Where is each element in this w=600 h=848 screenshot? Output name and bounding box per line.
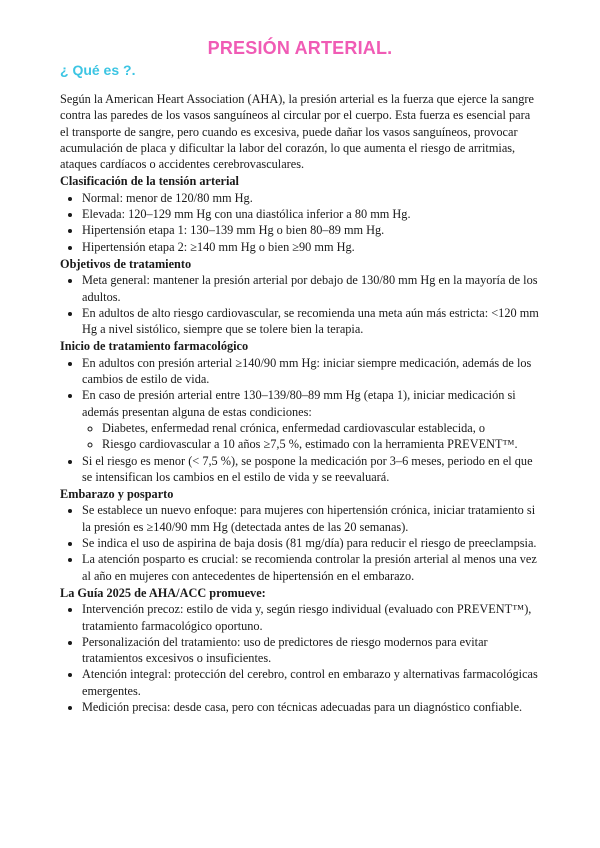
list-item: • En adultos de alto riesgo cardiovascular, se recomienda una meta aún más estricta: <120 mm Hg a nivel sistólico, siempre que se tolere bien la terapia. <box>82 305 542 338</box>
page-title: PRESIÓN ARTERIAL. <box>207 38 393 58</box>
list-item: • Hipertensión etapa 1: 130–139 mm Hg o bien 80–89 mm Hg. <box>82 222 542 238</box>
list-item: • Intervención precoz: estilo de vida y, según riesgo individual (evaluado con PREVENT™), tratamiento farmacológico oportuno. <box>82 601 542 634</box>
document-body <box>60 91 542 715</box>
list-item: • Se indica el uso de aspirina de baja dosis (81 mg/día) para reducir el riesgo de preeclampsia. <box>82 535 542 551</box>
list-embarazo <box>60 502 542 583</box>
list-item: • La atención posparto es crucial: se recomienda controlar la presión arterial al menos una vez al año en mujeres con antecedentes de hipertensión en el embarazo. <box>82 551 542 584</box>
list-item: • Atención integral: protección del cerebro, control en embarazo y alternativas farmacológicas emergentes. <box>82 666 542 699</box>
heading-objetivos: Objetivos de tratamiento <box>60 256 192 271</box>
list-item: • Elevada: 120–129 mm Hg con una diastólica inferior a 80 mm Hg. <box>82 206 542 222</box>
list-clasificacion <box>60 190 542 255</box>
list-item: • Normal: menor de 120/80 mm Hg. <box>82 190 542 206</box>
list-item: • Personalización del tratamiento: uso de predictores de riesgo modernos para evitar tratamientos excesivos o insuficientes. <box>82 634 542 667</box>
list-item: • Hipertensión etapa 2: ≥140 mm Hg o bien ≥90 mm Hg. <box>82 239 542 255</box>
intro-paragraph: Según la American Heart Association (AHA), la presión arterial es la fuerza que ejerce la sangre contra las paredes de los vasos sanguíneos al circular por el cuerpo. Esta fuerza es esencial para el transporte de sangre, pero cuando es excesiva, puede dañar los vasos sanguíneos, provocar acumulación de placa y dificultar la labor del corazón, lo que aumenta el riesgo de arritmias, ataques cardíacos o accidentes cerebrovasculares. <box>60 92 534 172</box>
sublist-item: ◦ Riesgo cardiovascular a 10 años ≥7,5 %, estimado con la herramienta PREVENT™. <box>102 436 542 452</box>
list-guia <box>60 601 542 715</box>
list-item: • Si el riesgo es menor (< 7,5 %), se pospone la medicación por 3–6 meses, periodo en el que se intensifican los cambios en el estilo de vida y se reevaluará. <box>82 453 542 486</box>
list-objetivos <box>60 272 542 337</box>
sublist-item: ◦ Diabetes, enfermedad renal crónica, enfermedad cardiovascular establecida, o <box>102 420 542 436</box>
heading-clasificacion: Clasificación de la tensión arterial <box>60 174 239 189</box>
heading-inicio: Inicio de tratamiento farmacológico <box>60 339 249 354</box>
heading-embarazo: Embarazo y posparto <box>60 487 174 502</box>
list-item: • Medición precisa: desde casa, pero con técnicas adecuadas para un diagnóstico confiable. <box>82 699 542 715</box>
heading-guia: La Guía 2025 de AHA/ACC promueve: <box>60 585 266 600</box>
list-inicio <box>60 355 542 485</box>
sublist-condiciones <box>82 420 542 453</box>
list-item: • En adultos con presión arterial ≥140/90 mm Hg: iniciar siempre medicación, además de los cambios de estilo de vida. <box>82 355 542 388</box>
list-item <box>82 387 542 452</box>
section-subtitle: ¿ Qué es ?. <box>60 62 136 78</box>
list-item-text: En caso de presión arterial entre 130–139/80–89 mm Hg (etapa 1), iniciar medicación si además presentan alguna de estas condiciones: <box>82 388 516 419</box>
list-item: • Meta general: mantener la presión arterial por debajo de 130/80 mm Hg en la mayoría de los adultos. <box>82 272 542 305</box>
list-item: • Se establece un nuevo enfoque: para mujeres con hipertensión crónica, iniciar tratamiento si la presión es ≥140/90 mm Hg (detectada antes de las 20 semanas). <box>82 502 542 535</box>
